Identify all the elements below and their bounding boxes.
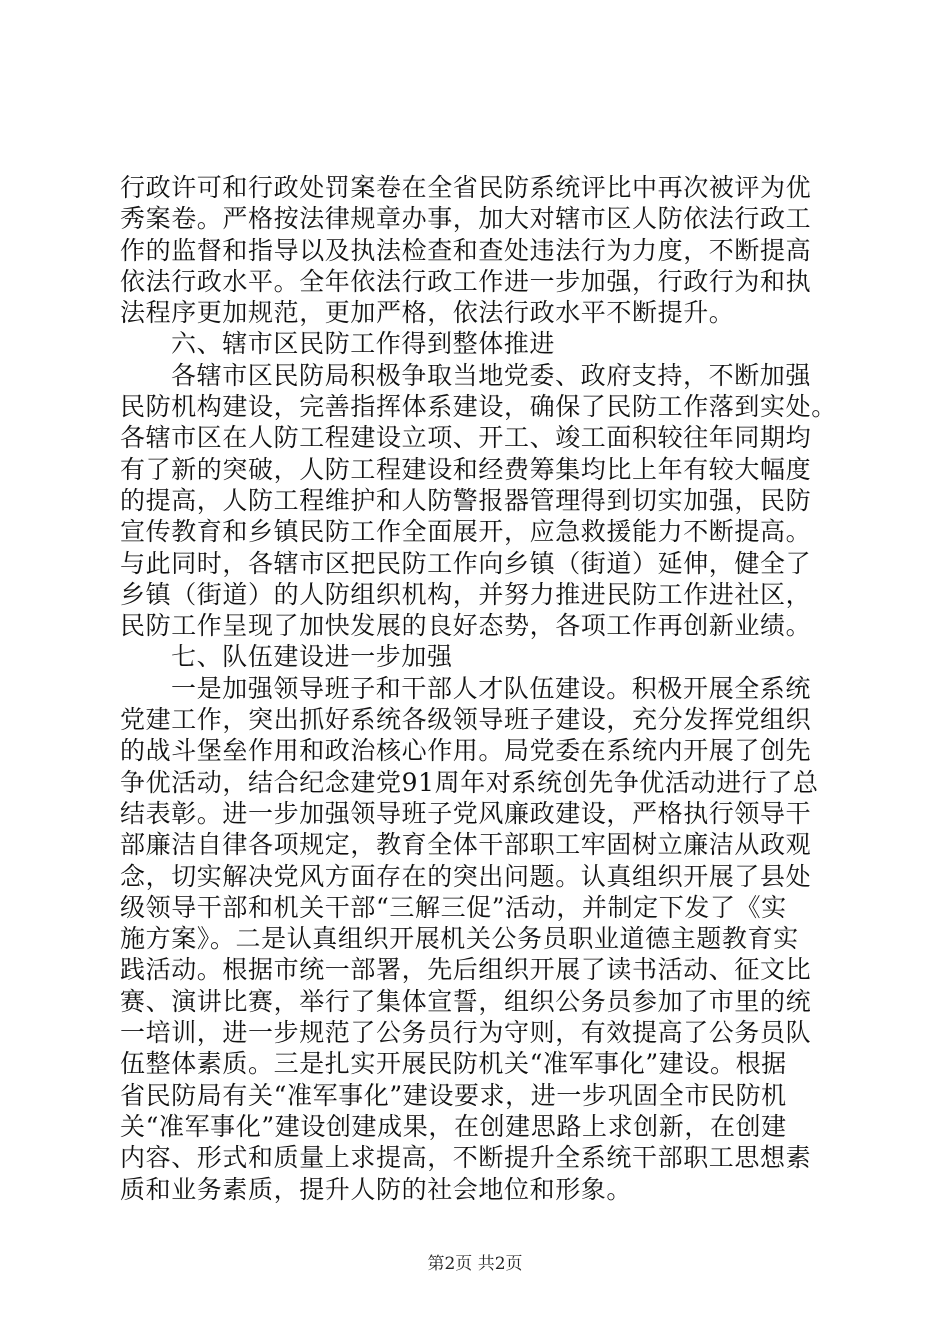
- body-line: 秀案卷。严格按法律规章办事，加大对辖市区人防依法行政工: [120, 204, 812, 234]
- section-heading-6: 六、辖市区民防工作得到整体推进: [171, 329, 556, 359]
- body-line: 施方案》。二是认真组织开展机关公务员职业道德主题教育实: [120, 924, 799, 954]
- body-line: 级领导干部和机关干部“三解三促”活动，并制定下发了《实: [120, 892, 787, 922]
- body-line: 行政许可和行政处罚案卷在全省民防系统评比中再次被评为优: [120, 173, 812, 202]
- body-line: 的提高，人防工程维护和人防警报器管理得到切实加强，民防: [120, 485, 812, 515]
- body-line: 部廉洁自律各项规定，教育全体干部职工牢固树立廉洁从政观: [120, 830, 812, 860]
- body-line: 关“准军事化”建设创建成果，在创建思路上求创新，在创建: [120, 1111, 787, 1141]
- body-line: 内容、形式和质量上求提高，不断提升全系统干部职工思想素: [120, 1143, 812, 1173]
- body-line: 念，切实解决党风方面存在的突出问题。认真组织开展了县处: [120, 861, 812, 891]
- body-line: 争优活动，结合纪念建党91周年对系统创先争优活动进行了总: [120, 767, 819, 797]
- section-heading-7: 七、队伍建设进一步加强: [171, 642, 453, 672]
- body-line: 法程序更加规范，更加严格，依法行政水平不断提升。: [120, 298, 735, 328]
- body-line: 一培训，进一步规范了公务员行为守则，有效提高了公务员队: [120, 1018, 812, 1048]
- page-number-footer: 第2页 共2页: [427, 1254, 523, 1274]
- paragraph-start: 各辖市区民防局积极争取当地党委、政府支持，不断加强: [171, 360, 812, 390]
- body-line: 省民防局有关“准军事化”建设要求，进一步巩固全市民防机: [120, 1080, 787, 1110]
- body-line: 质和业务素质，提升人防的社会地位和形象。: [120, 1174, 633, 1204]
- body-line: 与此同时，各辖市区把民防工作向乡镇（街道）延伸，健全了: [120, 548, 812, 578]
- body-line: 作的监督和指导以及执法检查和查处违法行为力度，不断提高: [120, 235, 812, 265]
- document-body: [120, 172, 837, 1205]
- body-line: 有了新的突破，人防工程建设和经费筹集均比上年有较大幅度: [120, 454, 812, 484]
- body-line: 伍整体素质。三是扎实开展民防机关“准军事化”建设。根据: [120, 1049, 787, 1079]
- body-line: 结表彰。进一步加强领导班子党风廉政建设，严格执行领导干: [120, 798, 812, 828]
- body-line: 民防工作呈现了加快发展的良好态势，各项工作再创新业绩。: [120, 611, 812, 641]
- body-line: 赛、演讲比赛，举行了集体宣誓，组织公务员参加了市里的统: [120, 986, 812, 1016]
- body-line: 依法行政水平。全年依法行政工作进一步加强，行政行为和执: [120, 266, 812, 296]
- paragraph-start: 一是加强领导班子和干部人才队伍建设。积极开展全系统: [171, 673, 812, 703]
- body-line: 乡镇（街道）的人防组织机构，并努力推进民防工作进社区，: [120, 579, 812, 609]
- body-line: 宣传教育和乡镇民防工作全面展开，应急救援能力不断提高。: [120, 517, 812, 547]
- body-line: 的战斗堡垒作用和政治核心作用。局党委在系统内开展了创先: [120, 736, 812, 766]
- body-line: 践活动。根据市统一部署，先后组织开展了读书活动、征文比: [120, 955, 812, 985]
- body-line: 各辖市区在人防工程建设立项、开工、竣工面积较往年同期均: [120, 423, 812, 453]
- body-line: 党建工作，突出抓好系统各级领导班子建设，充分发挥党组织: [120, 705, 812, 735]
- body-line: 民防机构建设，完善指挥体系建设，确保了民防工作落到实处。: [120, 392, 837, 422]
